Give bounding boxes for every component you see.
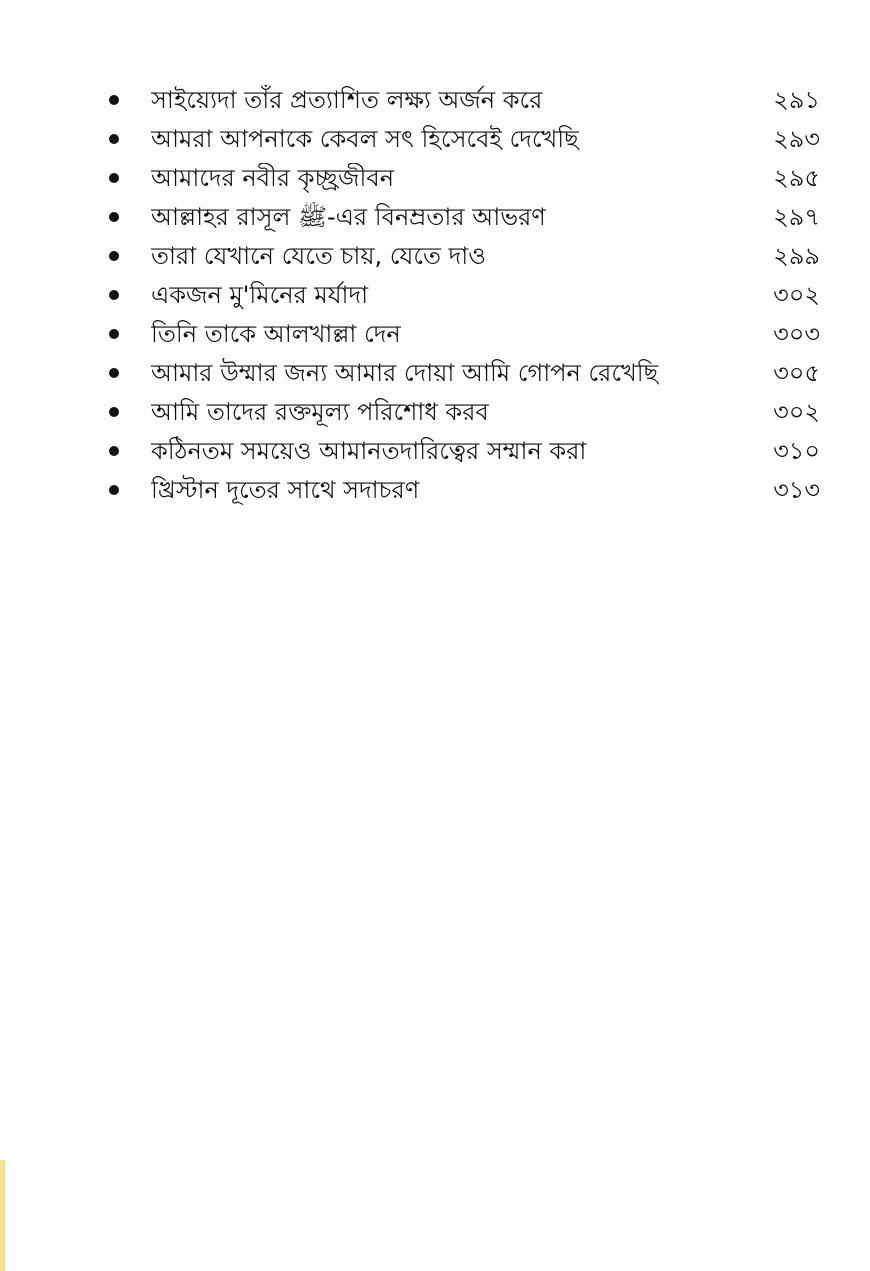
toc-entry-title: আমার উম্মার জন্য আমার দোয়া আমি গোপন রেখেছি <box>151 358 659 387</box>
toc-entry-title: খ্রিস্টান দূতের সাথে সদাচরণ <box>151 475 420 504</box>
toc-entry <box>104 80 820 119</box>
toc-entry-page: ২৯১ <box>773 85 820 114</box>
toc-entry <box>104 470 820 509</box>
toc-entry-page: ৩০২ <box>773 397 820 426</box>
toc-entry <box>104 119 820 158</box>
bullet-icon <box>109 134 119 144</box>
toc-entry-title: কঠিনতম সময়েও আমানতদারিত্বের সম্মান করা <box>151 436 587 465</box>
toc-entry <box>104 353 820 392</box>
bullet-icon <box>109 329 119 339</box>
toc-entry-page: ৩১০ <box>773 436 820 465</box>
bullet-icon <box>109 95 119 105</box>
page-edge-strip <box>0 1160 5 1271</box>
toc-entry <box>104 236 820 275</box>
toc-entry-page: ৩০২ <box>773 280 820 309</box>
table-of-contents <box>104 80 820 509</box>
bullet-icon <box>109 290 119 300</box>
toc-entry-title: আমরা আপনাকে কেবল সৎ হিসেবেই দেখেছি <box>151 124 579 153</box>
toc-entry-page: ২৯৯ <box>773 241 820 270</box>
bullet-icon <box>109 173 119 183</box>
bullet-icon <box>109 485 119 495</box>
bullet-icon <box>109 368 119 378</box>
bullet-icon <box>109 212 119 222</box>
toc-entry-page: ৩১৩ <box>773 475 820 504</box>
toc-entry-title: তারা যেখানে যেতে চায়, যেতে দাও <box>151 241 486 270</box>
toc-entry-title: আমাদের নবীর কৃচ্ছ্রজীবন <box>151 163 395 192</box>
bullet-icon <box>109 251 119 261</box>
toc-entry-page: ৩০৫ <box>773 358 820 387</box>
toc-entry-title: আল্লাহর রাসূল ﷺ-এর বিনম্রতার আভরণ <box>151 202 546 231</box>
toc-entry-title: তিনি তাকে আলখাল্লা দেন <box>151 319 401 348</box>
toc-entry <box>104 392 820 431</box>
toc-entry-title: একজন মু'মিনের মর্যাদা <box>151 280 369 309</box>
toc-entry-title: সাইয়্যেদা তাঁর প্রত্যাশিত লক্ষ্য অর্জন করে <box>151 85 543 114</box>
bullet-icon <box>109 407 119 417</box>
toc-entry-page: ২৯৭ <box>773 202 820 231</box>
toc-entry <box>104 158 820 197</box>
bullet-icon <box>109 446 119 456</box>
toc-entry <box>104 431 820 470</box>
toc-entry-page: ২৯৩ <box>773 124 820 153</box>
toc-entry <box>104 197 820 236</box>
toc-entry-page: ৩০৩ <box>773 319 820 348</box>
toc-entry-page: ২৯৫ <box>773 163 820 192</box>
toc-entry <box>104 275 820 314</box>
toc-entry <box>104 314 820 353</box>
toc-entry-title: আমি তাদের রক্তমূল্য পরিশোধ করব <box>151 397 489 426</box>
